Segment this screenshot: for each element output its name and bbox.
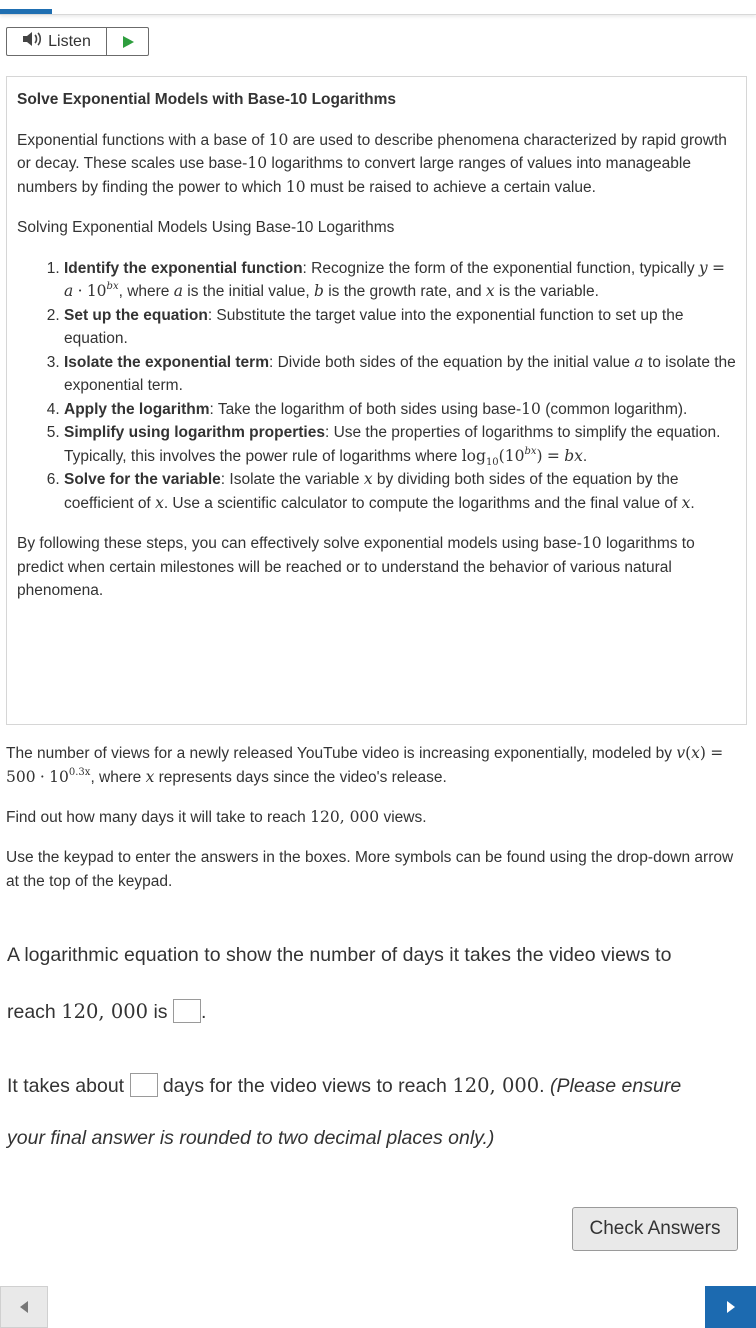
top-bar (0, 0, 756, 15)
info-subheading: Solving Exponential Models Using Base-10 Logarithms (17, 219, 395, 236)
listen-control (6, 27, 149, 56)
info-title: Solve Exponential Models with Base-10 Logarithms (17, 91, 396, 108)
chevron-left-icon (18, 1300, 30, 1314)
steps-list (17, 257, 736, 516)
info-conclusion: By following these steps, you can effectively solve exponential models using base-10 logarithms to predict when certain milestones will be reached or to understand the behavior of various natural phenomena. (17, 534, 695, 599)
info-panel (6, 76, 747, 725)
question-2-line-1: It takes about days for the video views to reach 120, 000. (Please ensure (7, 1074, 682, 1097)
answer-box-days[interactable] (130, 1073, 158, 1097)
chevron-right-icon (725, 1300, 737, 1314)
play-icon (121, 35, 135, 49)
check-answers-button[interactable]: Check Answers (572, 1207, 738, 1251)
listen-label: Listen (48, 32, 91, 50)
previous-button[interactable] (0, 1286, 48, 1328)
speaker-icon (22, 31, 44, 52)
keypad-instructions: Use the keypad to enter the answers in the boxes. More symbols can be found using the drop-down arrow at the top of the keypad. (6, 849, 734, 890)
question-2-line-2: your final answer is rounded to two decimal places only.) (7, 1127, 495, 1149)
step-item: 1. Identify the exponential function: Recognize the form of the exponential function, typically $y = a \cdot 10^{bx}$, where a is the initial value, b is the growth rate, and x is the variable. (64, 257, 736, 304)
step-item: 2. Set up the equation: Substitute the target value into the exponential function to set up the equation. (64, 304, 736, 351)
step-item: 5. Simplify using logarithm properties: Use the properties of logarithms to simplify the equation. Typically, this involves the power rule of logarithms where $\log_{10}(10^{bx})$ = bx. (64, 421, 736, 468)
problem-statement: The number of views for a newly released YouTube video is increasing exponentially, modeled by $v(x) = 500 \cdot 10^{0.3x}$, where x represents days since the video's release. (6, 744, 724, 786)
step-item: 3. Isolate the exponential term: Divide both sides of the equation by the initial value a to isolate the exponential term. (64, 351, 736, 398)
next-button[interactable] (705, 1286, 756, 1328)
step-item: 4. Apply the logarithm: Take the logarithm of both sides using base-10 (common logarithm). (64, 398, 736, 422)
question-1-line-1: A logarithmic equation to show the number of days it takes the video views to (7, 944, 672, 966)
info-intro: Exponential functions with a base of 10 are used to describe phenomena characterized by rapid growth or decay. These scales use base-10 logarithms to convert large ranges of values into manageable numbers by finding the power to which 10 must be raised to achieve a certain value. (17, 130, 727, 196)
answer-box-equation[interactable] (173, 999, 201, 1023)
question-1-line-2: reach 120, 000 is . (7, 1000, 207, 1023)
step-item: 6. Solve for the variable: Isolate the variable x by dividing both sides of the equation by the coefficient of x. Use a scientific calculator to compute the logarithms and the final value of x. (64, 468, 736, 515)
progress-indicator (0, 9, 52, 14)
play-button[interactable] (107, 28, 148, 55)
listen-button[interactable] (7, 28, 107, 55)
problem-question: Find out how many days it will take to reach 120, 000 views. (6, 808, 427, 826)
